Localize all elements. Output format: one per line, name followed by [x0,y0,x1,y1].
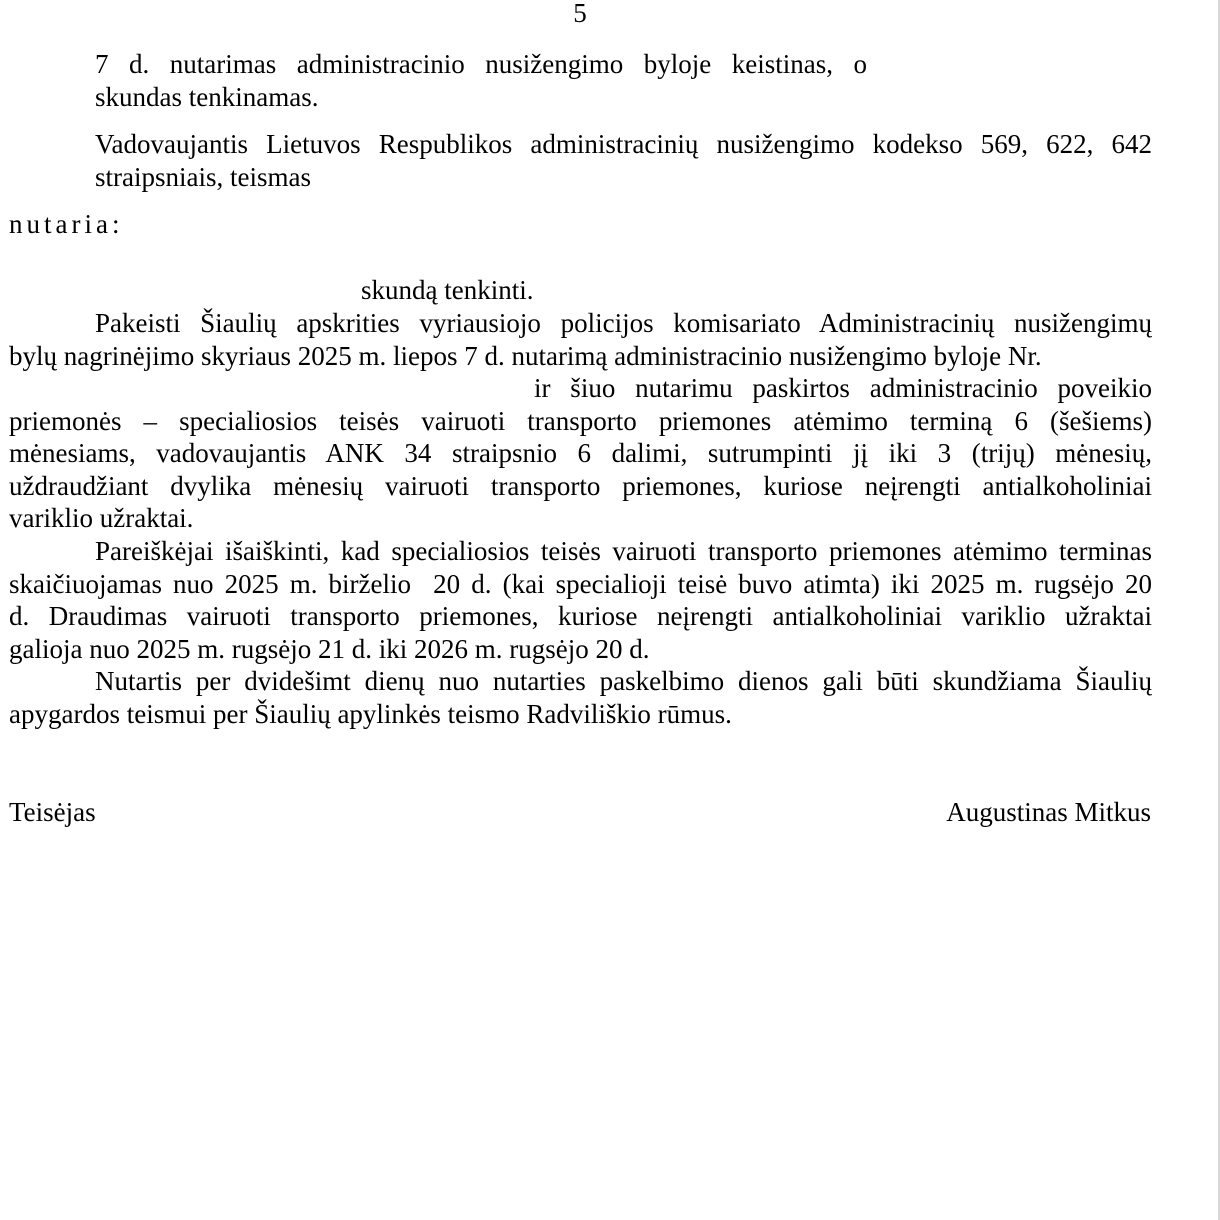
page-number: 5 [573,0,587,28]
operative-paragraph-1 [9,307,1152,535]
operative-p1-line-7: variklio užraktai. [9,503,194,533]
operative-p2-line-1: Pareiškėjai išaiškinti, kad specialiosios teisės vairuoti transporto priemones atėmimo terminas [95,536,1152,566]
operative-p1-line-3: ir šiuo nutarimu paskirtos administracinio poveikio [534,373,1152,403]
operative-p1-line-2: bylų nagrinėjimo skyriaus 2025 m. liepos 7 d. nutarimą administracinio nusižengimo byloje Nr. [9,340,1042,371]
legal-basis-paragraph [95,128,1152,193]
intro-line-1: 7 d. nutarimas administracinio nusižengimo byloje keistinas, o [95,49,867,79]
operative-paragraph-3 [9,665,1152,730]
signature-block [9,796,1151,829]
operative-paragraph-2 [9,535,1152,665]
decree-word: nutaria: [9,209,124,239]
operative-p1-line-6: uždraudžiant dvylika mėnesių vairuoti transporto priemones, kuriose neįrengti antialkoholiniai [9,470,1152,501]
legal-basis-line-2: straipsniais, teismas [95,161,311,192]
operative-p1-line-1: Pakeisti Šiaulių apskrities vyriausiojo policijos komisariato Administracinių nusižengimų [95,308,1152,338]
operative-heading: skundą tenkinti. [361,275,534,305]
intro-paragraph [95,48,867,113]
operative-p2-line-2: skaičiuojamas nuo 2025 m. birželio 20 d. (kai specialioji teisė buvo atimta) iki 2025 m. rugsėjo 20 [9,568,1152,599]
legal-basis-line-1: Vadovaujantis Lietuvos Respublikos administracinių nusižengimo kodekso 569, 622, 642 [95,129,1152,159]
operative-p1-line-5: mėnesiams, vadovaujantis ANK 34 straipsnio 6 dalimi, sutrumpinti jį iki 3 (trijų) mėnesių, [9,438,1152,468]
signature-role: Teisėjas [9,797,96,827]
operative-p3-line-1: Nutartis per dvidešimt dienų nuo nutarties paskelbimo dienos gali būti skundžiama Šiaulių [95,666,1152,696]
operative-p2-line-3: d. Draudimas vairuoti transporto priemones, kuriose neįrengti antialkoholiniai variklio užraktai [9,601,1152,631]
operative-p2-line-4: galioja nuo 2025 m. rugsėjo 21 d. iki 2026 m. rugsėjo 20 d. [9,633,650,664]
signature-name: Augustinas Mitkus [946,797,1151,827]
operative-p3-line-2: apygardos teismui per Šiaulių apylinkės teismo Radviliškio rūmus. [9,698,732,729]
operative-p1-line-4: priemonės – specialiosios teisės vairuoti transporto priemones atėmimo terminą 6 (šešiems) [9,405,1152,436]
intro-line-2: skundas tenkinamas. [95,81,319,112]
